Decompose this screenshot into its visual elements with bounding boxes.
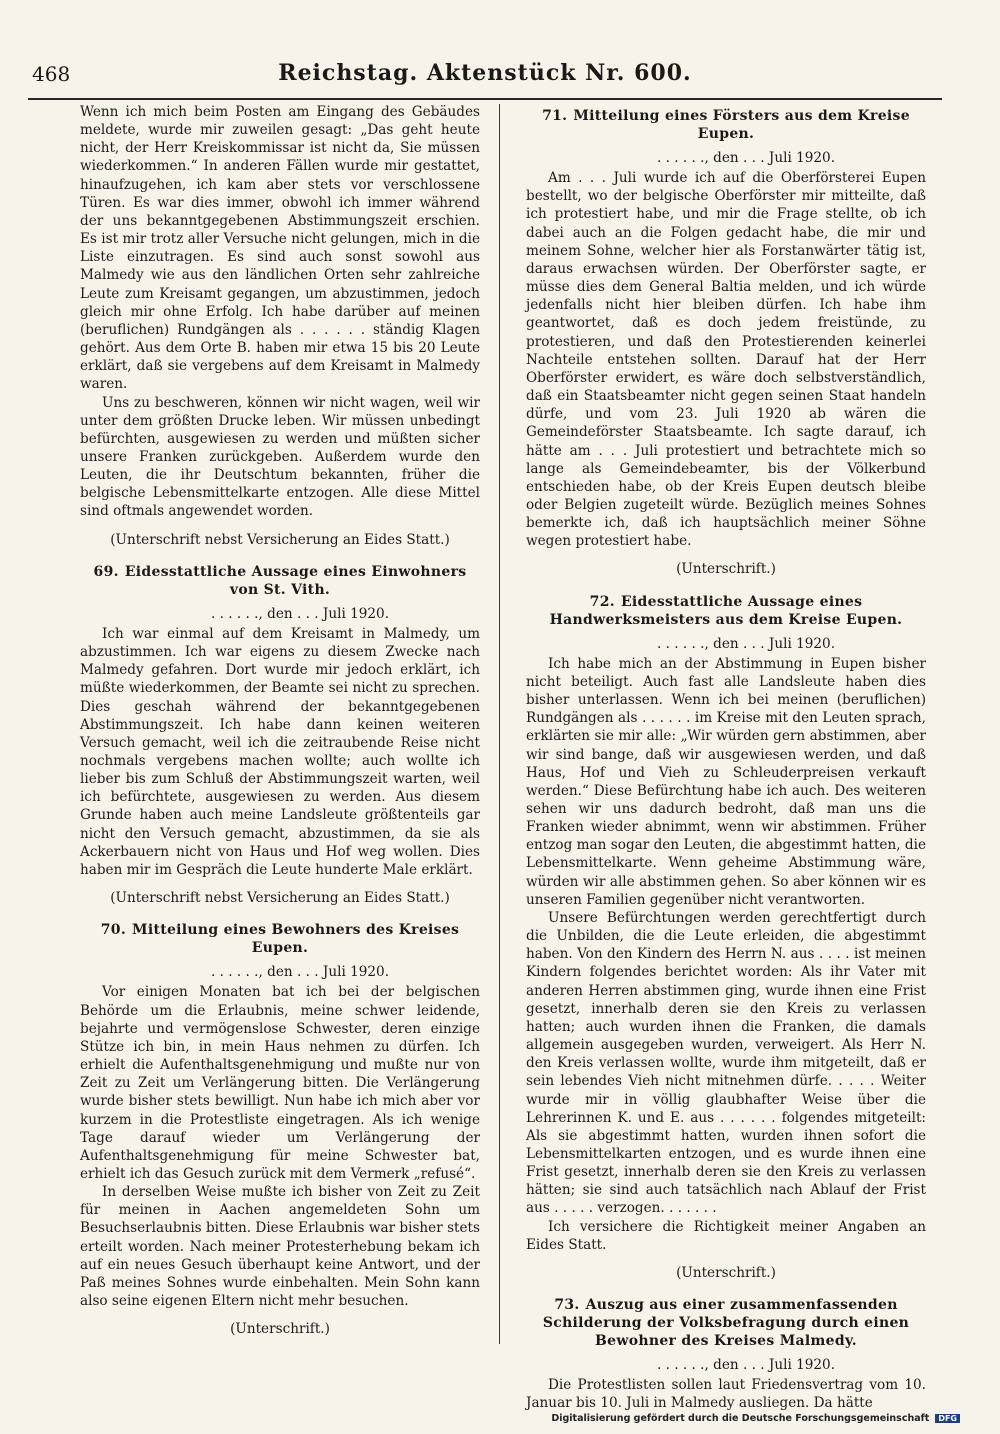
- running-title: Reichstag. Aktenstück Nr. 600.: [278, 60, 692, 86]
- section-title: Mitteilung eines Försters aus dem Kreise Eupen.: [573, 108, 910, 142]
- dfg-logo-icon: DFG: [935, 1414, 960, 1423]
- section-heading-71: [526, 107, 926, 143]
- section-number: 70.: [100, 922, 127, 939]
- left-column: [80, 103, 480, 1350]
- paragraph: Ich war einmal auf dem Kreisamt in Malmedy, um abzustimmen. Ich war eigens zu diesem Zwecke nach Malmedy gefahren. Dort wurde mir jedoch erklärt, ich müßte wiederkommen, der Beamte sei nicht zu sprechen. Dies geschah während der bekanntgegebenen Abstimmungszeit. Ich habe dann keinen weiteren Versuch gemacht, weil ich die zeitraubende Reise nicht nochmals vergebens machen wollte; auch wollte ich lieber bis zum Schluß der Abstimmungszeit warten, weil ich befürchtete, ausgewiesen zu werden. Aus diesem Grunde haben auch meine Landsleute größtenteils gar nicht den Versuch gemacht, abzustimmen, da sie als Ackerbauern nicht von Haus und Hof weg wollen. Dies haben mir im Gespräch die Leute hunderte Male erklärt.: [80, 625, 480, 878]
- section-heading-73: [526, 1296, 926, 1350]
- column-divider: [499, 104, 500, 1344]
- signature-line: (Unterschrift nebst Versicherung an Eides Statt.): [110, 890, 450, 907]
- paragraph: Vor einigen Monaten bat ich bei der belgischen Behörde um die Erlaubnis, meine schwer leidende, bejahrte und vermögenslose Schwester, deren einzige Stütze ich bin, in mein Haus nehmen zu dürfen. Ich erhielt die Aufenthaltsgenehmigung und mußte nur von Zeit zu Zeit um Verlängerung bitten. Die Verlängerung wurde bisher stets bewilligt. Nun habe ich mich aber vor kurzem in die Protestliste eingetragen. Als ich wenige Tage darauf wieder um Verlängerung der Aufenthaltsgenehmigung für meine Schwester bat, erhielt ich das Gesuch zurück mit dem Vermerk „refusé“.: [80, 984, 480, 1182]
- signature-line: (Unterschrift.): [230, 1321, 330, 1338]
- signature-line: (Unterschrift nebst Versicherung an Eides Statt.): [110, 531, 450, 548]
- section-title: Eidesstattliche Aussage eines Einwohners von St. Vith.: [124, 563, 467, 598]
- signature-line: (Unterschrift.): [676, 1264, 776, 1281]
- date-line: . . . . . ., den . . . Juli 1920.: [656, 150, 836, 166]
- paragraph: Wenn ich mich beim Posten am Eingang des Gebäudes meldete, wurde mir zuweilen gesagt: „Das geht heute nicht, der Herr Kreiskommissar ist nicht da, Sie müssen wiederkommen.“ In anderen Fällen wurde mir gestattet, hinaufzugehen, ich kam aber stets vor verschlossene Türen. Es war dies immer, obwohl ich immer während der uns bekanntgegebenen Abstimmungszeit erschien. Es ist mir trotz aller Versuche nicht gelungen, mich in die Liste einzutragen. Es sind auch sonst sowohl aus Malmedy wie aus den ländlichen Orten sehr zahlreiche Leute zum Kreisamt gegangen, um abzustimmen, jedoch gleich mir ohne Erfolg. Ich habe darüber auf meinen (beruflichen) Rundgängen als . . . . . . ständig Klagen gehört. Aus dem Orte B. haben mir etwa 15 bis 20 Leute erklärt, daß sie vergebens auf dem Kreisamt in Malmedy waren.: [80, 104, 480, 393]
- digitization-credit: [551, 1413, 960, 1424]
- section-heading-69: [80, 563, 480, 599]
- page-number: 468: [32, 62, 71, 86]
- section-title: Eidesstattliche Aussage eines Handwerksmeisters aus dem Kreise Eupen.: [549, 593, 903, 628]
- date-line: . . . . . ., den . . . Juli 1920.: [656, 635, 836, 652]
- section-number: 71.: [542, 108, 568, 124]
- paragraph: Ich versichere die Richtigkeit meiner Angaben an Eides Statt.: [526, 1218, 926, 1253]
- paragraph: Am . . . Juli wurde ich auf die Oberförsterei Eupen bestellt, wo der belgische Oberförster mir mitteilte, daß ich protestiert habe, und mir die Frage stellte, ob ich dabei auch an die Folgen gedacht habe, die mir und meinem Sohne, welcher hier als Forstanwärter tätig ist, daraus erwachsen würden. Der Oberförster sagte, er müsse dies dem General Baltia melden, und ich würde jedenfalls nicht hier bleiben dürfen. Ich habe ihm geantwortet, daß es doch jedem freistünde, zu protestieren, und daß den Protestierenden keinerlei Nachteile entstehen sollten. Darauf hat der Herr Oberförster erwidert, es wäre doch selbstverständlich, daß ein Staatsbeamter nicht gegen seinen Staat handeln dürfe, und vom 23. Juli 1920 ab wären die Gemeindeförster Staatsbeamte. Ich sagte darauf, ich hätte am . . . Juli protestiert und betrachtete mich so lange als Gemeindebeamter, bis der Völkerbund entschieden habe, ob der Kreis Eupen deutsch bleibe oder Belgien zugeteilt würde. Bezüglich meines Sohnes bemerkte ich, daß ich hauptsächlich meiner Söhne wegen protestiert habe.: [526, 170, 926, 550]
- date-line: . . . . . ., den . . . Juli 1920.: [210, 605, 390, 622]
- paragraph: Uns zu beschweren, können wir nicht wagen, weil wir unter dem größten Drucke leben. Wir müssen unbedingt befürchten, ausgewiesen zu werden und müßten sicher unsere Franken zurückgeben. Außerdem wurde den Leuten, die ihr Deutschtum bekannten, früher die belgische Lebensmittelkarte entzogen. Alle diese Mittel sind oftmals angewendet worden.: [80, 394, 480, 520]
- section-heading-72: [526, 593, 926, 629]
- section-heading-70: [80, 921, 480, 957]
- signature-line: (Unterschrift.): [676, 561, 776, 578]
- paragraph: Unsere Befürchtungen werden gerechtfertigt durch die Unbilden, die die Leute erleiden, die abgestimmt haben. Von den Kindern des Herrn N. aus . . . . ist meinen Kindern folgendes berichtet worden: Als ihr Vater mit anderen Herren abstimmen ging, wurde ihnen eine Frist gesetzt, innerhalb deren sie den Kreis zu verlassen hatten; auch wurden ihnen die Franken, die damals allgemein ausgegeben wurden, verweigert. Als Herr N. den Kreis verlassen wollte, wurde ihm mitgeteilt, daß er sein lebendes Vieh nicht mitnehmen dürfe. . . . . Weiter wurde mir in völlig glaubhafter Weise über die Lehrerinnen K. und E. aus . . . . . . folgendes mitgeteilt: Als sie abgestimmt hatten, wurden ihnen sofort die Lebensmittelkarten entzogen, und es wurde ihnen eine Frist gesetzt, innerhalb deren sie den Kreis zu verlassen hätten; sie sind auch tatsächlich nach Ablauf der Frist aus . . . . . verzogen. . . . . . .: [526, 909, 926, 1217]
- section-number: 72.: [589, 593, 615, 610]
- credit-text: Digitalisierung gefördert durch die Deutsche Forschungsgemeinschaft: [551, 1413, 930, 1424]
- section-title: Mitteilung eines Bewohners des Kreises Eupen.: [132, 922, 460, 957]
- section-number: 73.: [554, 1297, 580, 1314]
- paragraph: Die Protestlisten sollen laut Friedensvertrag vom 10. Januar bis 10. Juli in Malmedy ausliegen. Da hätte: [526, 1377, 926, 1412]
- section-number: 69.: [93, 563, 119, 580]
- right-column: [526, 103, 926, 1413]
- section-title: Auszug aus einer zusammenfassenden Schilderung der Volksbefragung durch einen Bewohner des Kreises Malmedy.: [542, 1297, 910, 1350]
- page-header: [28, 58, 942, 100]
- paragraph: Ich habe mich an der Abstimmung in Eupen bisher nicht beteiligt. Auch fast alle Landsleute haben dies bisher unterlassen. Wenn ich bei meinen (beruflichen) Rundgängen als . . . . . . im Kreise mit den Leuten sprach, erklärten sie mir alle: „Wir würden gern abstimmen, aber wir sind bange, daß wir ausgewiesen werden, und daß Haus, Hof und Vieh zu Schleuderpreisen verkauft werden.“ Diese Befürchtung habe ich auch. Des weiteren sehen wir uns dadurch bedroht, daß man uns die Franken wieder abnimmt, wenn wir abstimmen. Früher entzog man sogar den Leuten, die abgestimmt hatten, die Lebensmittelkarte. Wenn geheime Abstimmung wäre, würden wir alle abstimmen gehen. So aber können wir es unseren Familien gegenüber nicht verantworten.: [526, 655, 926, 908]
- paragraph: In derselben Weise mußte ich bisher von Zeit zu Zeit für meinen in Aachen angemeldeten Sohn um Besuchserlaubnis bitten. Diese Erlaubnis war bisher stets erteilt worden. Nach meiner Protesterhebung bekam ich auf ein neues Gesuch überhaupt keine Antwort, und der Paß meines Sohnes wurde einbehalten. Mein Sohn kann also seine eigenen Eltern nicht mehr besuchen.: [80, 1184, 480, 1310]
- date-line: . . . . . ., den . . . Juli 1920.: [656, 1357, 836, 1374]
- date-line: . . . . . ., den . . . Juli 1920.: [210, 964, 390, 981]
